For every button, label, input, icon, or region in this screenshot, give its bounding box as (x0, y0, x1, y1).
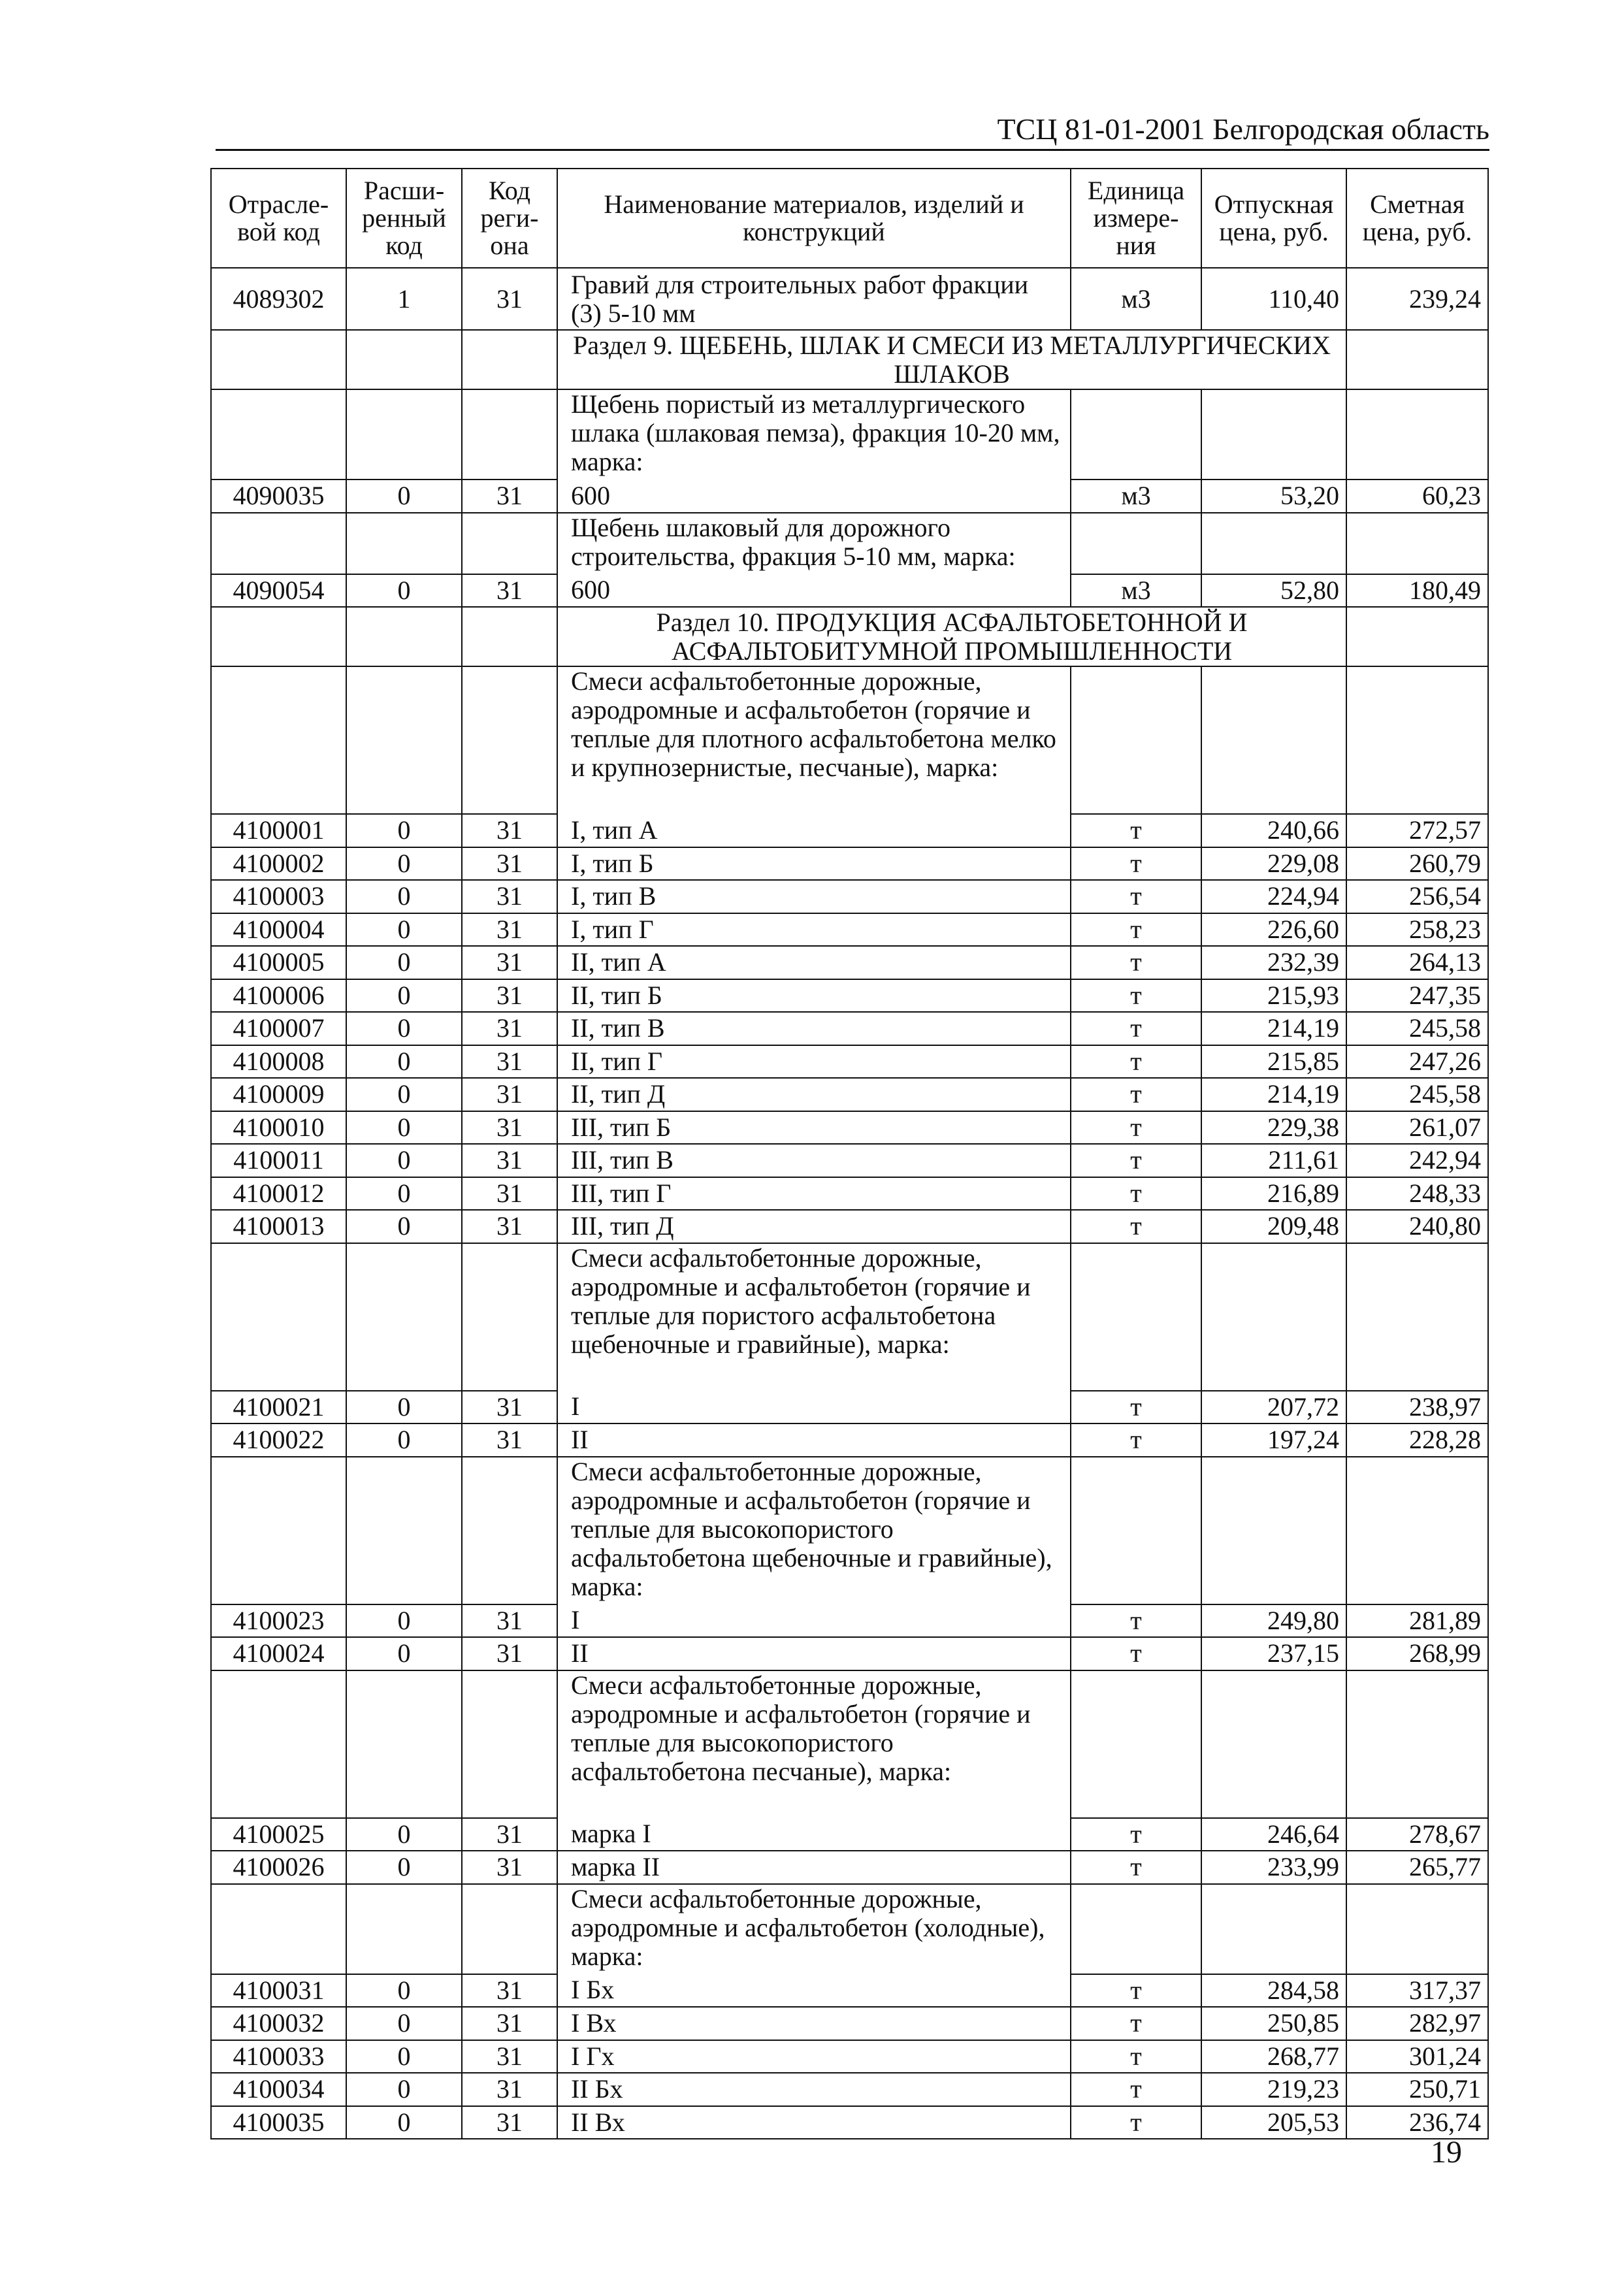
table-row (211, 1078, 1488, 1111)
material-name: марка I (557, 1818, 1071, 1851)
extended-code: 0 (346, 1111, 462, 1145)
extended-code: 0 (346, 814, 462, 847)
material-code: 4100012 (211, 1177, 346, 1211)
estimate-price: 242,94 (1346, 1144, 1488, 1177)
region-code: 31 (462, 814, 557, 847)
estimate-price: 248,33 (1346, 1177, 1488, 1211)
release-price: 215,85 (1201, 1045, 1346, 1079)
extended-code: 0 (346, 913, 462, 947)
region-code: 31 (462, 480, 557, 513)
table-header-row (211, 169, 1488, 268)
unit: т (1071, 1210, 1201, 1243)
estimate-price: 278,67 (1346, 1818, 1488, 1851)
group-description: Щебень шлаковый для дорожного строительства, фракция 5-10 мм, марка: (557, 513, 1071, 574)
material-name: I, тип В (557, 880, 1071, 913)
extended-code: 0 (346, 1974, 462, 2008)
unit: т (1071, 2007, 1201, 2040)
extended-code: 0 (346, 1604, 462, 1638)
ext-cell (346, 513, 462, 574)
extended-code: 0 (346, 1012, 462, 1045)
release-price: 219,23 (1201, 2073, 1346, 2106)
extended-code: 0 (346, 1045, 462, 1079)
table-row (211, 1423, 1488, 1457)
unit: т (1071, 847, 1201, 881)
material-code: 4100005 (211, 946, 346, 979)
unit: т (1071, 1604, 1201, 1638)
material-code: 4100021 (211, 1391, 346, 1424)
unit: т (1071, 946, 1201, 979)
section-title: Раздел 10. ПРОДУКЦИЯ АСФАЛЬТОБЕТОННОЙ И АСФАЛЬТОБИТУМНОЙ ПРОМЫШЛЕННОСТИ (557, 607, 1346, 666)
region-code: 31 (462, 1604, 557, 1638)
price-estimate-cell (1346, 1884, 1488, 1974)
extended-code: 0 (346, 2040, 462, 2073)
unit: т (1071, 880, 1201, 913)
group-description: Смеси асфальтобетонные дорожные, аэродромные и асфальтобетон (горячие и теплые для высокопористого асфальтобетона песчаные), марка: (557, 1670, 1071, 1818)
unit: т (1071, 979, 1201, 1013)
release-price: 246,64 (1201, 1818, 1346, 1851)
table-row (211, 1210, 1488, 1243)
release-price: 229,08 (1201, 847, 1346, 881)
material-name: II Бх (557, 2073, 1071, 2106)
release-price: 226,60 (1201, 913, 1346, 947)
release-price: 211,61 (1201, 1144, 1346, 1177)
price-release-cell (1201, 1884, 1346, 1974)
region-code: 31 (462, 1851, 557, 1884)
release-price: 205,53 (1201, 2106, 1346, 2139)
region-code: 31 (462, 1045, 557, 1079)
region-code: 31 (462, 1818, 557, 1851)
extended-code: 0 (346, 1391, 462, 1424)
unit: т (1071, 913, 1201, 947)
group-description-row (211, 1670, 1488, 1818)
unit-cell (1071, 1884, 1201, 1974)
material-code: 4100034 (211, 2073, 346, 2106)
material-code: 4100003 (211, 880, 346, 913)
ext-cell (346, 607, 462, 666)
table-row (211, 2106, 1488, 2139)
price-estimate-cell (1346, 389, 1488, 480)
table-row (211, 814, 1488, 847)
price-estimate-cell (1346, 1670, 1488, 1818)
material-name: I, тип Г (557, 913, 1071, 947)
section-title: Раздел 9. ЩЕБЕНЬ, ШЛАК И СМЕСИ ИЗ МЕТАЛЛУРГИЧЕСКИХ ШЛАКОВ (557, 330, 1346, 389)
region-cell (462, 1670, 557, 1818)
unit: м3 (1071, 480, 1201, 513)
material-name: I, тип Б (557, 847, 1071, 881)
release-price: 207,72 (1201, 1391, 1346, 1424)
material-name: 600 (557, 480, 1071, 513)
extended-code: 0 (346, 574, 462, 608)
material-code: 4100002 (211, 847, 346, 881)
ext-cell (346, 1884, 462, 1974)
material-code: 4100013 (211, 1210, 346, 1243)
unit: т (1071, 1177, 1201, 1211)
unit: т (1071, 2106, 1201, 2139)
group-description: Смеси асфальтобетонные дорожные, аэродромные и асфальтобетон (горячие и теплые для высокопористого асфальтобетона щебеночные и гравийные), марка: (557, 1457, 1071, 1604)
material-name: I, тип А (557, 814, 1071, 847)
price-release-cell (1201, 389, 1346, 480)
extended-code: 0 (346, 1423, 462, 1457)
table-row (211, 1851, 1488, 1884)
table-row (211, 1111, 1488, 1145)
group-description: Смеси асфальтобетонные дорожные, аэродромные и асфальтобетон (горячие и теплые для пористого асфальтобетона щебеночные и гравийные), марка: (557, 1243, 1071, 1391)
extended-code: 0 (346, 480, 462, 513)
material-code: 4100011 (211, 1144, 346, 1177)
unit: т (1071, 1144, 1201, 1177)
material-name: Гравий для строительных работ фракции (3) 5-10 мм (557, 268, 1071, 330)
group-description-row (211, 666, 1488, 814)
release-price: 214,19 (1201, 1078, 1346, 1111)
material-code: 4090054 (211, 574, 346, 608)
region-cell (462, 666, 557, 814)
release-price: 110,40 (1201, 268, 1346, 330)
region-cell (462, 1457, 557, 1604)
release-price: 232,39 (1201, 946, 1346, 979)
estimate-price: 265,77 (1346, 1851, 1488, 1884)
extended-code: 0 (346, 2106, 462, 2139)
code-cell (211, 1457, 346, 1604)
price-table (210, 168, 1489, 2139)
estimate-price: 247,35 (1346, 979, 1488, 1013)
estimate-price: 268,99 (1346, 1637, 1488, 1670)
unit: т (1071, 1423, 1201, 1457)
unit: т (1071, 2040, 1201, 2073)
release-price: 250,85 (1201, 2007, 1346, 2040)
group-description-row (211, 389, 1488, 480)
material-code: 4089302 (211, 268, 346, 330)
region-code: 31 (462, 2040, 557, 2073)
estimate-price: 260,79 (1346, 847, 1488, 881)
estimate-price: 236,74 (1346, 2106, 1488, 2139)
price-estimate-cell (1346, 607, 1488, 666)
unit-cell (1071, 1243, 1201, 1391)
material-name: III, тип Г (557, 1177, 1071, 1211)
ext-cell (346, 330, 462, 389)
region-cell (462, 607, 557, 666)
unit: т (1071, 2073, 1201, 2106)
estimate-price: 250,71 (1346, 2073, 1488, 2106)
estimate-price: 245,58 (1346, 1012, 1488, 1045)
table-row (211, 1045, 1488, 1079)
material-code: 4100007 (211, 1012, 346, 1045)
region-code: 31 (462, 1210, 557, 1243)
material-name: II (557, 1637, 1071, 1670)
material-code: 4100001 (211, 814, 346, 847)
unit: т (1071, 1045, 1201, 1079)
code-cell (211, 389, 346, 480)
unit: т (1071, 1391, 1201, 1424)
region-cell (462, 513, 557, 574)
material-name: III, тип В (557, 1144, 1071, 1177)
price-release-cell (1201, 666, 1346, 814)
price-estimate-cell (1346, 513, 1488, 574)
material-code: 4100033 (211, 2040, 346, 2073)
extended-code: 0 (346, 1144, 462, 1177)
unit: м3 (1071, 268, 1201, 330)
material-code: 4100006 (211, 979, 346, 1013)
group-description-row (211, 1884, 1488, 1974)
material-name: I (557, 1604, 1071, 1638)
estimate-price: 180,49 (1346, 574, 1488, 608)
group-description: Смеси асфальтобетонные дорожные, аэродромные и асфальтобетон (холодные), марка: (557, 1884, 1071, 1974)
unit-cell (1071, 666, 1201, 814)
estimate-price: 245,58 (1346, 1078, 1488, 1111)
release-price: 268,77 (1201, 2040, 1346, 2073)
release-price: 249,80 (1201, 1604, 1346, 1638)
region-code: 31 (462, 847, 557, 881)
table-row (211, 880, 1488, 913)
unit: т (1071, 1851, 1201, 1884)
ext-cell (346, 1457, 462, 1604)
region-code: 31 (462, 946, 557, 979)
unit: т (1071, 1012, 1201, 1045)
table-row (211, 1012, 1488, 1045)
region-code: 31 (462, 1078, 557, 1111)
material-code: 4100009 (211, 1078, 346, 1111)
estimate-price: 282,97 (1346, 2007, 1488, 2040)
code-cell (211, 330, 346, 389)
col-header-code: Отрасле-вой код (211, 169, 346, 268)
page-number: 19 (1431, 2135, 1462, 2170)
region-code: 31 (462, 1423, 557, 1457)
ext-cell (346, 1670, 462, 1818)
region-code: 31 (462, 979, 557, 1013)
ext-cell (346, 666, 462, 814)
table-body (211, 268, 1488, 2139)
estimate-price: 240,80 (1346, 1210, 1488, 1243)
code-cell (211, 1884, 346, 1974)
code-cell (211, 666, 346, 814)
material-name: I (557, 1391, 1071, 1424)
material-name: II, тип Г (557, 1045, 1071, 1079)
release-price: 216,89 (1201, 1177, 1346, 1211)
material-name: II (557, 1423, 1071, 1457)
price-release-cell (1201, 513, 1346, 574)
extended-code: 0 (346, 847, 462, 881)
extended-code: 0 (346, 2073, 462, 2106)
release-price: 284,58 (1201, 1974, 1346, 2008)
region-code: 31 (462, 1012, 557, 1045)
price-release-cell (1201, 1670, 1346, 1818)
ext-cell (346, 1243, 462, 1391)
page-header (216, 112, 1489, 152)
estimate-price: 317,37 (1346, 1974, 1488, 2008)
material-name: II Вх (557, 2106, 1071, 2139)
material-name: III, тип Б (557, 1111, 1071, 1145)
region-code: 31 (462, 913, 557, 947)
estimate-price: 247,26 (1346, 1045, 1488, 1079)
material-name: II, тип В (557, 1012, 1071, 1045)
region-code: 31 (462, 1974, 557, 2008)
material-code: 4100008 (211, 1045, 346, 1079)
table-row (211, 1818, 1488, 1851)
estimate-price: 60,23 (1346, 480, 1488, 513)
unit: т (1071, 814, 1201, 847)
region-code: 31 (462, 268, 557, 330)
table-row (211, 1177, 1488, 1211)
region-code: 31 (462, 2106, 557, 2139)
code-cell (211, 1243, 346, 1391)
release-price: 229,38 (1201, 1111, 1346, 1145)
unit: т (1071, 1974, 1201, 2008)
col-header-name: Наименование материалов, изделий и конструкций (557, 169, 1071, 268)
col-header-unit: Единица измере-ния (1071, 169, 1201, 268)
material-name: II, тип Б (557, 979, 1071, 1013)
price-estimate-cell (1346, 1243, 1488, 1391)
price-release-cell (1201, 1243, 1346, 1391)
estimate-price: 238,97 (1346, 1391, 1488, 1424)
ext-cell (346, 389, 462, 480)
header-rule (216, 149, 1489, 151)
code-cell (211, 513, 346, 574)
extended-code: 0 (346, 979, 462, 1013)
region-cell (462, 1884, 557, 1974)
region-code: 31 (462, 574, 557, 608)
material-name: II, тип А (557, 946, 1071, 979)
table-row (211, 574, 1488, 608)
release-price: 237,15 (1201, 1637, 1346, 1670)
extended-code: 0 (346, 946, 462, 979)
release-price: 53,20 (1201, 480, 1346, 513)
table-row (211, 480, 1488, 513)
region-code: 31 (462, 2007, 557, 2040)
release-price: 209,48 (1201, 1210, 1346, 1243)
region-code: 31 (462, 1144, 557, 1177)
extended-code: 0 (346, 1637, 462, 1670)
release-price: 197,24 (1201, 1423, 1346, 1457)
col-header-ext: Расши-ренный код (346, 169, 462, 268)
material-code: 4100004 (211, 913, 346, 947)
estimate-price: 301,24 (1346, 2040, 1488, 2073)
group-description-row (211, 513, 1488, 574)
estimate-price: 272,57 (1346, 814, 1488, 847)
col-header-price-estimate: Сметная цена, руб. (1346, 169, 1488, 268)
release-price: 240,66 (1201, 814, 1346, 847)
material-code: 4100026 (211, 1851, 346, 1884)
unit-cell (1071, 389, 1201, 480)
table-row (211, 268, 1488, 330)
group-description-row (211, 1243, 1488, 1391)
unit-cell (1071, 1457, 1201, 1604)
unit: т (1071, 1818, 1201, 1851)
section-row (211, 330, 1488, 389)
material-code: 4100032 (211, 2007, 346, 2040)
release-price: 52,80 (1201, 574, 1346, 608)
col-header-price-release: Отпускная цена, руб. (1201, 169, 1346, 268)
release-price: 214,19 (1201, 1012, 1346, 1045)
extended-code: 0 (346, 1177, 462, 1211)
group-description: Щебень пористый из металлургического шлака (шлаковая пемза), фракция 10-20 мм, марка: (557, 389, 1071, 480)
material-name: II, тип Д (557, 1078, 1071, 1111)
unit-cell (1071, 1670, 1201, 1818)
material-name: марка II (557, 1851, 1071, 1884)
estimate-price: 256,54 (1346, 880, 1488, 913)
estimate-price: 239,24 (1346, 268, 1488, 330)
group-description: Смеси асфальтобетонные дорожные, аэродромные и асфальтобетон (горячие и теплые для плотного асфальтобетона мелко и крупнозернистые, песчаные), марка: (557, 666, 1071, 814)
table-row (211, 2040, 1488, 2073)
table-row (211, 1637, 1488, 1670)
code-cell (211, 607, 346, 666)
extended-code: 1 (346, 268, 462, 330)
unit: т (1071, 1078, 1201, 1111)
col-header-region: Код реги-она (462, 169, 557, 268)
unit-cell (1071, 513, 1201, 574)
table-row (211, 1974, 1488, 2008)
material-code: 4100025 (211, 1818, 346, 1851)
unit: м3 (1071, 574, 1201, 608)
table-row (211, 2007, 1488, 2040)
group-description-row (211, 1457, 1488, 1604)
material-code: 4100023 (211, 1604, 346, 1638)
release-price: 224,94 (1201, 880, 1346, 913)
release-price: 233,99 (1201, 1851, 1346, 1884)
extended-code: 0 (346, 1210, 462, 1243)
table-row (211, 1144, 1488, 1177)
estimate-price: 228,28 (1346, 1423, 1488, 1457)
table-row (211, 1391, 1488, 1424)
table-row (211, 1604, 1488, 1638)
table-row (211, 979, 1488, 1013)
extended-code: 0 (346, 1851, 462, 1884)
price-release-cell (1201, 1457, 1346, 1604)
price-estimate-cell (1346, 1457, 1488, 1604)
price-estimate-cell (1346, 666, 1488, 814)
region-code: 31 (462, 880, 557, 913)
extended-code: 0 (346, 1078, 462, 1111)
material-code: 4100024 (211, 1637, 346, 1670)
table-row (211, 946, 1488, 979)
region-code: 31 (462, 1177, 557, 1211)
region-cell (462, 330, 557, 389)
material-code: 4100035 (211, 2106, 346, 2139)
material-code: 4100010 (211, 1111, 346, 1145)
estimate-price: 261,07 (1346, 1111, 1488, 1145)
code-cell (211, 1670, 346, 1818)
unit: т (1071, 1637, 1201, 1670)
material-code: 4100031 (211, 1974, 346, 2008)
table-row (211, 913, 1488, 947)
extended-code: 0 (346, 1818, 462, 1851)
material-code: 4090035 (211, 480, 346, 513)
region-code: 31 (462, 1111, 557, 1145)
region-code: 31 (462, 1637, 557, 1670)
extended-code: 0 (346, 880, 462, 913)
unit: т (1071, 1111, 1201, 1145)
material-name: 600 (557, 574, 1071, 608)
material-code: 4100022 (211, 1423, 346, 1457)
material-name: I Гх (557, 2040, 1071, 2073)
document-title: ТСЦ 81-01-2001 Белгородская область (997, 112, 1489, 146)
material-name: I Вх (557, 2007, 1071, 2040)
region-cell (462, 389, 557, 480)
estimate-price: 281,89 (1346, 1604, 1488, 1638)
extended-code: 0 (346, 2007, 462, 2040)
table-row (211, 2073, 1488, 2106)
section-row (211, 607, 1488, 666)
material-name: I Бх (557, 1974, 1071, 2008)
estimate-price: 264,13 (1346, 946, 1488, 979)
estimate-price: 258,23 (1346, 913, 1488, 947)
material-name: III, тип Д (557, 1210, 1071, 1243)
price-estimate-cell (1346, 330, 1488, 389)
region-code: 31 (462, 2073, 557, 2106)
region-code: 31 (462, 1391, 557, 1424)
table-row (211, 847, 1488, 881)
region-cell (462, 1243, 557, 1391)
release-price: 215,93 (1201, 979, 1346, 1013)
